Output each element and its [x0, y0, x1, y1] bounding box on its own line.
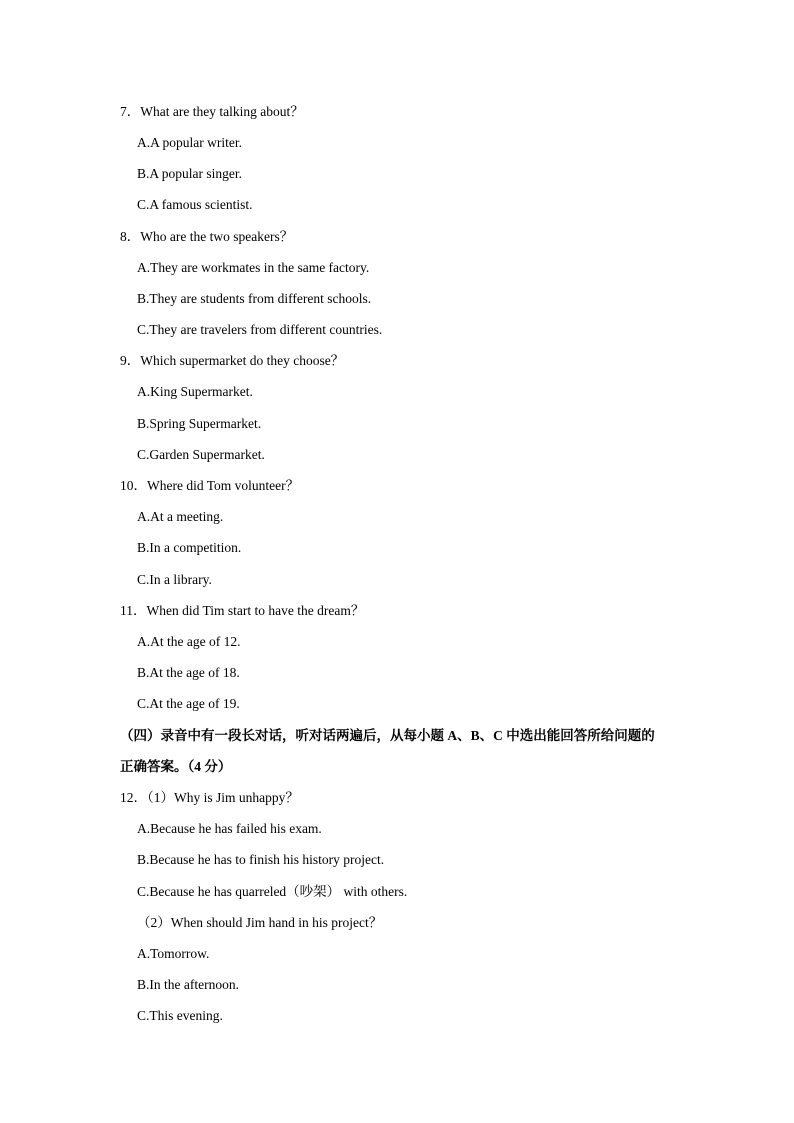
section-4-heading-line-1: （四）录音中有一段长对话，听对话两遍后，从每小题 A、B、C 中选出能回答所给问题的 — [120, 728, 655, 743]
question-8-option-b: B.They are students from different schools. — [137, 291, 372, 306]
question-7-stem: 7．What are they talking about？ — [120, 104, 304, 119]
question-11-stem: 11．When did Tim start to have the dream？ — [120, 603, 365, 618]
question-12-2-option-a: A.Tomorrow. — [137, 946, 210, 961]
question-7-option-a: A.A popular writer. — [137, 135, 242, 150]
question-7-option-c: C.A famous scientist. — [137, 197, 253, 212]
question-8-option-a: A.They are workmates in the same factory. — [137, 260, 370, 275]
question-10-option-b: B.In a competition. — [137, 540, 242, 555]
question-9-option-c: C.Garden Supermarket. — [137, 447, 265, 462]
question-9-stem: 9．Which supermarket do they choose？ — [120, 353, 345, 368]
question-12-1-option-a: A.Because he has failed his exam. — [137, 821, 322, 836]
question-12-2-stem: （2）When should Jim hand in his project？ — [137, 915, 383, 930]
question-12-stem: 12．（1）Why is Jim unhappy？ — [120, 790, 299, 805]
question-11-option-b: B.At the age of 18. — [137, 665, 240, 680]
question-7-option-b: B.A popular singer. — [137, 166, 242, 181]
section-4-heading-line-2: 正确答案。（4 分） — [120, 759, 232, 774]
question-9-option-a: A.King Supermarket. — [137, 384, 253, 399]
question-12-2-option-b: B.In the afternoon. — [137, 977, 239, 992]
question-12-2-option-c: C.This evening. — [137, 1008, 223, 1023]
question-12-1-option-c: C.Because he has quarreled（吵架） with others. — [137, 884, 408, 899]
question-11-option-c: C.At the age of 19. — [137, 696, 240, 711]
question-10-stem: 10．Where did Tom volunteer？ — [120, 478, 300, 493]
question-8-stem: 8．Who are the two speakers？ — [120, 229, 294, 244]
question-10-option-a: A.At a meeting. — [137, 509, 224, 524]
question-8-option-c: C.They are travelers from different countries. — [137, 322, 383, 337]
question-11-option-a: A.At the age of 12. — [137, 634, 241, 649]
question-12-1-option-b: B.Because he has to finish his history project. — [137, 852, 385, 867]
question-9-option-b: B.Spring Supermarket. — [137, 416, 262, 431]
question-10-option-c: C.In a library. — [137, 572, 212, 587]
